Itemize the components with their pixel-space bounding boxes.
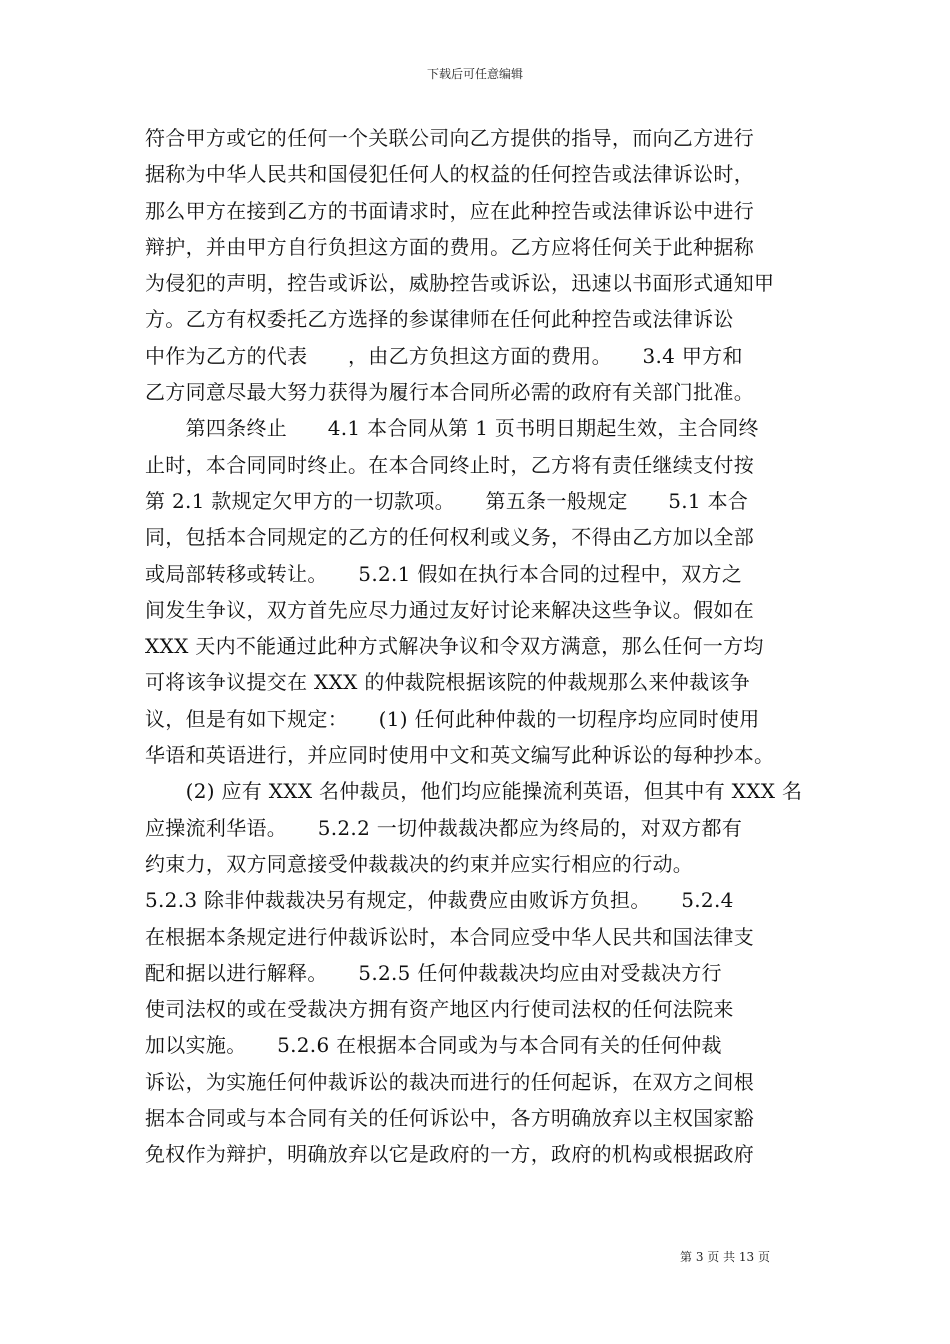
- text-line: 方。乙方有权委托乙方选择的参谋律师在任何此种控告或法律诉讼: [145, 307, 734, 332]
- text-line: 可将该争议提交在 XXX 的仲裁院根据该院的仲裁规那么来仲裁该争: [145, 670, 751, 695]
- text-line: 使司法权的或在受裁决方拥有资产地区内行使司法权的任何法院来: [145, 997, 734, 1022]
- text-line: 华语和英语进行，并应同时使用中文和英文编写此种诉讼的每种抄本。: [145, 743, 775, 768]
- text-line: 据本合同或与本合同有关的任何诉讼中，各方明确放弃以主权国家豁: [145, 1106, 754, 1131]
- text-line: 5.2.3 除非仲裁裁决另有规定，仲裁费应由败诉方负担。 5.2.4: [145, 888, 734, 913]
- text-line: 加以实施。 5.2.6 在根据本合同或为与本合同有关的任何仲裁: [145, 1033, 722, 1058]
- text-line: 中作为乙方的代表 ，由乙方负担这方面的费用。 3.4 甲方和: [145, 343, 743, 368]
- text-line: (2) 应有 XXX 名仲裁员，他们均应能操流利英语，但其中有 XXX 名: [145, 779, 803, 804]
- text-line: 配和据以进行解释。 5.2.5 任何仲裁裁决均应由对受裁决方行: [145, 960, 722, 985]
- document-body: [145, 120, 825, 1173]
- text-line: XXX 天内不能通过此种方式解决争议和令双方满意，那么任何一方均: [145, 634, 764, 659]
- page-header: 下载后可任意编辑: [426, 67, 523, 81]
- text-line: 或局部转移或转让。 5.2.1 假如在执行本合同的过程中，双方之: [145, 561, 743, 586]
- page-number: 第 3 页 共 13 页: [680, 1250, 770, 1264]
- text-line: 辩护，并由甲方自行负担这方面的费用。乙方应将任何关于此种据称: [145, 234, 754, 259]
- text-line: 诉讼，为实施任何仲裁诉讼的裁决而进行的任何起诉，在双方之间根: [145, 1069, 754, 1094]
- text-line: 第 2.1 款规定欠甲方的一切款项。 第五条一般规定 5.1 本合: [145, 488, 749, 513]
- text-line: 免权作为辩护，明确放弃以它是政府的一方，政府的机构或根据政府: [145, 1142, 754, 1167]
- text-line: 议，但是有如下规定： (1) 任何此种仲裁的一切程序均应同时使用: [145, 706, 760, 731]
- text-line: 应操流利华语。 5.2.2 一切仲裁裁决都应为终局的，对双方都有: [145, 815, 743, 840]
- text-line: 同，包括本合同规定的乙方的任何权利或义务，不得由乙方加以全部: [145, 525, 754, 550]
- text-line: 在根据本条规定进行仲裁诉讼时，本合同应受中华人民共和国法律支: [145, 924, 754, 949]
- text-line: 符合甲方或它的任何一个关联公司向乙方提供的指导，而向乙方进行: [145, 126, 754, 150]
- text-line: 据称为中华人民共和国侵犯任何人的权益的任何控告或法律诉讼时，: [145, 162, 754, 187]
- text-line: 那么甲方在接到乙方的书面请求时，应在此种控告或法律诉讼中进行: [145, 198, 754, 223]
- text-line: 乙方同意尽最大努力获得为履行本合同所必需的政府有关部门批准。: [145, 380, 754, 405]
- text-line: 止时，本合同同时终止。在本合同终止时，乙方将有责任继续支付按: [145, 452, 754, 477]
- text-line: 间发生争议，双方首先应尽力通过友好讨论来解决这些争议。假如在: [145, 597, 754, 622]
- text-line: 约束力，双方同意接受仲裁裁决的约束并应实行相应的行动。: [145, 851, 694, 876]
- text-line: 为侵犯的声明，控告或诉讼，威胁控告或诉讼，迅速以书面形式通知甲: [145, 271, 775, 296]
- text-line: 第四条终止 4.1 本合同从第 1 页书明日期起生效，主合同终: [145, 416, 759, 441]
